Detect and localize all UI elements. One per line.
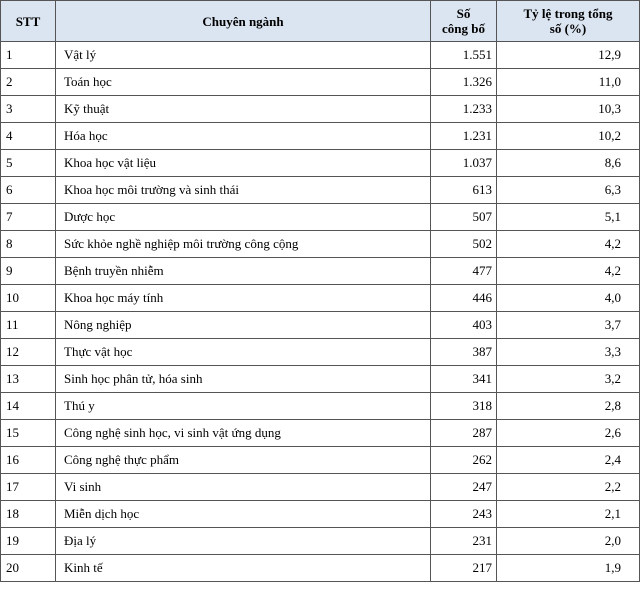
row-percent-cell: 2,6 [497,420,640,447]
row-percent-cell: 2,0 [497,528,640,555]
row-count-cell: 341 [431,366,497,393]
row-count-cell: 1.551 [431,42,497,69]
table-row [1,285,640,312]
header-stt: STT [1,1,56,42]
row-major-cell: Thú y [56,393,431,420]
row-stt-cell: 2 [1,69,56,96]
row-major-cell: Khoa học vật liệu [56,150,431,177]
row-count-cell: 613 [431,177,497,204]
row-count-cell: 243 [431,501,497,528]
row-count-cell: 477 [431,258,497,285]
table-row [1,528,640,555]
row-count-cell: 507 [431,204,497,231]
table-row [1,42,640,69]
table-row [1,123,640,150]
row-percent-cell: 4,0 [497,285,640,312]
row-major-cell: Công nghệ sinh học, vi sinh vật ứng dụng [56,420,431,447]
header-count [431,1,497,42]
row-count-cell: 1.326 [431,69,497,96]
row-major-cell: Địa lý [56,528,431,555]
row-major-cell: Sức khỏe nghề nghiệp môi trường công cộng [56,231,431,258]
table-row [1,177,640,204]
row-major-cell: Miễn dịch học [56,501,431,528]
row-stt-cell: 16 [1,447,56,474]
row-percent-cell: 8,6 [497,150,640,177]
row-count-cell: 1.231 [431,123,497,150]
table-header [1,1,640,42]
table-row [1,366,640,393]
row-stt-cell: 8 [1,231,56,258]
row-percent-cell: 12,9 [497,42,640,69]
table-row [1,339,640,366]
row-percent-cell: 2,1 [497,501,640,528]
row-stt-cell: 1 [1,42,56,69]
row-major-cell: Công nghệ thực phẩm [56,447,431,474]
table-row [1,96,640,123]
row-major-cell: Dược học [56,204,431,231]
table-row [1,393,640,420]
row-major-cell: Thực vật học [56,339,431,366]
row-percent-cell: 6,3 [497,177,640,204]
table-row [1,204,640,231]
row-percent-cell: 1,9 [497,555,640,582]
row-count-cell: 318 [431,393,497,420]
row-count-cell: 247 [431,474,497,501]
table-row [1,447,640,474]
row-percent-cell: 2,2 [497,474,640,501]
table-row [1,69,640,96]
row-stt-cell: 14 [1,393,56,420]
row-major-cell: Khoa học máy tính [56,285,431,312]
row-percent-cell: 11,0 [497,69,640,96]
row-percent-cell: 4,2 [497,258,640,285]
header-percent-line1: Tỷ lệ trong tổng [523,6,613,21]
row-major-cell: Khoa học môi trường và sinh thái [56,177,431,204]
row-count-cell: 387 [431,339,497,366]
row-count-cell: 403 [431,312,497,339]
row-percent-cell: 10,3 [497,96,640,123]
header-percent-line2: số (%) [549,21,587,36]
header-percent [497,1,640,42]
row-count-cell: 1.233 [431,96,497,123]
row-major-cell: Bệnh truyền nhiễm [56,258,431,285]
row-major-cell: Hóa học [56,123,431,150]
table-body [1,42,640,582]
table-row [1,231,640,258]
row-stt-cell: 7 [1,204,56,231]
row-percent-cell: 3,2 [497,366,640,393]
row-stt-cell: 12 [1,339,56,366]
header-major: Chuyên ngành [56,1,431,42]
row-stt-cell: 17 [1,474,56,501]
header-count-line2: công bố [442,21,485,36]
table-row [1,420,640,447]
row-stt-cell: 3 [1,96,56,123]
row-count-cell: 287 [431,420,497,447]
row-stt-cell: 18 [1,501,56,528]
row-stt-cell: 6 [1,177,56,204]
header-count-line1: Số [456,6,471,21]
table-row [1,258,640,285]
row-count-cell: 446 [431,285,497,312]
row-percent-cell: 10,2 [497,123,640,150]
row-percent-cell: 5,1 [497,204,640,231]
row-stt-cell: 11 [1,312,56,339]
row-major-cell: Nông nghiệp [56,312,431,339]
row-count-cell: 502 [431,231,497,258]
table-row [1,501,640,528]
table-row [1,555,640,582]
table-row [1,312,640,339]
row-percent-cell: 2,8 [497,393,640,420]
row-count-cell: 1.037 [431,150,497,177]
row-major-cell: Kinh tế [56,555,431,582]
row-stt-cell: 9 [1,258,56,285]
row-stt-cell: 15 [1,420,56,447]
row-major-cell: Sinh học phân tử, hóa sinh [56,366,431,393]
row-stt-cell: 13 [1,366,56,393]
row-percent-cell: 3,3 [497,339,640,366]
row-stt-cell: 20 [1,555,56,582]
row-percent-cell: 3,7 [497,312,640,339]
row-major-cell: Kỹ thuật [56,96,431,123]
row-percent-cell: 4,2 [497,231,640,258]
row-count-cell: 231 [431,528,497,555]
row-count-cell: 217 [431,555,497,582]
row-stt-cell: 10 [1,285,56,312]
row-stt-cell: 4 [1,123,56,150]
header-row [1,1,640,42]
row-percent-cell: 2,4 [497,447,640,474]
row-major-cell: Vi sinh [56,474,431,501]
table-row [1,150,640,177]
row-stt-cell: 19 [1,528,56,555]
row-count-cell: 262 [431,447,497,474]
table-row [1,474,640,501]
row-major-cell: Vật lý [56,42,431,69]
row-stt-cell: 5 [1,150,56,177]
row-major-cell: Toán học [56,69,431,96]
